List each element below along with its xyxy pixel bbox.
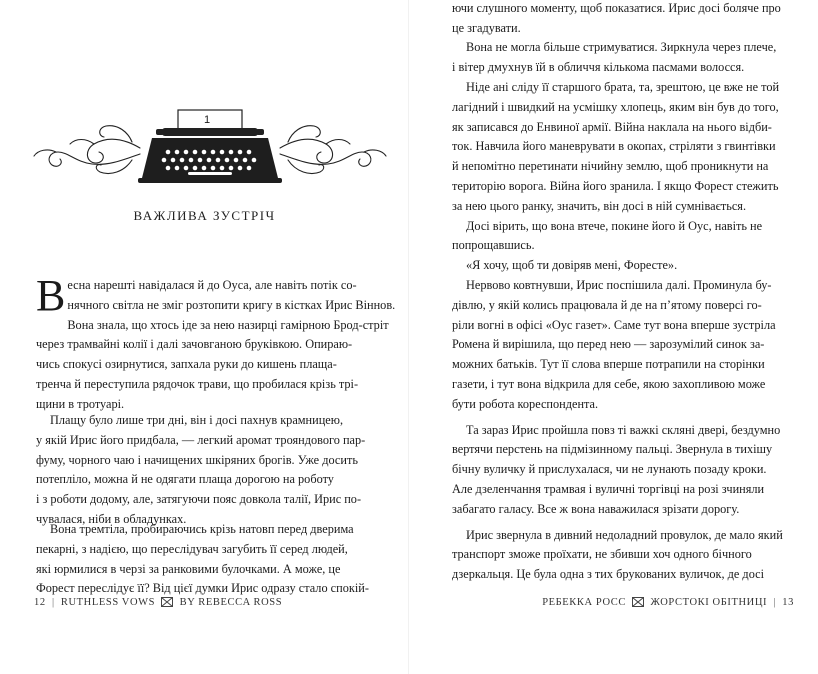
text-line: чись спокусі озирнутися, запхала руки до кишень плаща- (36, 357, 337, 372)
text-line: Та зараз Ирис пройшла повз ті важкі скляні двері, бездумно (466, 422, 781, 437)
left-footer: 12 | RUTHLESS VOWS BY REBECCA ROSS (34, 597, 283, 608)
text-line: газети, і тут вона відкрила для себе, якою захопливою може (452, 376, 766, 391)
book-title: RUTHLESS VOWS (60, 597, 156, 608)
paragraph-7 (452, 421, 792, 520)
text-line: потепліло, можна й не одягати плаща дорогою на роботу (36, 472, 334, 487)
text-line: Досі вірить, що вона втече, покине його й Оус, навіть не (466, 218, 763, 233)
drop-cap: В (36, 271, 66, 320)
text-line: бічну вуличку й прислухалася, чи не лунають позаду кроки. (452, 462, 767, 477)
text-line: ючи слушного моменту, щоб показатися. Ирис досі боляче про (452, 0, 781, 15)
ornament-icon (632, 597, 644, 607)
paragraph-3 (36, 520, 374, 599)
paragraph-8 (452, 526, 792, 585)
by-label: BY (179, 597, 195, 608)
text-line: забагато галасу. Все ж вона наважилася зрізати дорогу. (452, 501, 740, 516)
paragraph-2 (36, 411, 374, 530)
text-line: есна нарешті навідалася й до Оуса, але навіть потік со- (67, 278, 357, 292)
text-line: ріли вогні в офісі «Оус газет». Саме тут вона вперше зустріла (452, 317, 776, 332)
text-line: це згадувати. (452, 20, 521, 35)
text-line: Вона тремтіла, пробираючись крізь натовп перед дверима (50, 522, 354, 536)
text-line: фуму, чорного чаю і начищених шкіряних брогів. Уже досить (36, 452, 358, 467)
text-line: Але дзеленчання трамвая і вуличні торгівці на розі зчиняли (452, 481, 765, 496)
text-line: у якій Ирис його придбала, — легкий аромат трояндового пар- (36, 432, 366, 447)
paragraph-5 (452, 256, 792, 276)
text-line: попрощавшись. (452, 238, 535, 253)
text-line: і вітер дмухнув їй в обличчя кількома пасмами волосся. (452, 60, 745, 75)
text-line: ток. Навчила його маневрувати в окопах, стріляти з гвинтівки (452, 139, 776, 154)
text-line: транспорт зможе проїхати, не збивши хоч одного бічного (452, 547, 752, 562)
ornament-icon (161, 597, 173, 607)
text-line: лагідний і швидкий на усмішку хлопець, яким він був до того, (452, 99, 779, 114)
right-page (409, 0, 818, 674)
chapter-title: ВАЖЛИВА ЗУСТРІЧ (133, 208, 276, 223)
text-line: й непомітно перетинати нічийну землю, щоб проникнути на (452, 159, 769, 174)
text-line: Ромена й вирішила, що перед нею — зарозумілий синок за- (452, 337, 765, 352)
text-line: чувалася, ніби в обладунках. (36, 511, 187, 526)
text-line: дзеркальця. Це була одна з тих брукованих вуличок, де досі (452, 567, 765, 582)
text-line: за нею цього ранку, значить, він досі в ній сумнівається. (452, 198, 747, 213)
right-footer: РЕБЕККА РОСС ЖОРСТОКІ ОБІТНИЦІ | 13 (542, 597, 794, 608)
text-line: щини в тротуарі. (36, 396, 125, 411)
author-name: РЕБЕККА РОСС (542, 597, 626, 608)
book-title: ЖОРСТОКІ ОБІТНИЦІ (650, 597, 768, 608)
text-line: тренча й переступила рядочок трави, що пробилася крізь трі- (36, 376, 359, 391)
text-line: Вона знала, що хтось іде за нею назирці гамірною Брод-стріт (67, 317, 389, 332)
text-line: які юрмилися в черзі за ранковими булочками. А може, це (36, 561, 341, 576)
paragraph-2 (452, 38, 792, 78)
paragraph-1 (36, 271, 396, 415)
text-line: і з роботи додому, але, затягуючи пояс довкола талії, Ирис по- (36, 492, 362, 507)
paragraph-4 (452, 217, 792, 257)
text-line: Ирис звернула в дивний недоладний провулок, де мало який (466, 527, 783, 542)
page-number: 12 (34, 597, 46, 608)
paragraph-6 (452, 276, 792, 415)
text-line: територію ворога. Війна його зранила. І якщо Форест стежить (452, 178, 779, 193)
text-line: дівлю, у якій колись працювала й де на п’ятому поверсі го- (452, 297, 762, 312)
paragraph-1 (452, 0, 792, 38)
page-number: 13 (782, 597, 794, 608)
text-line: Вона не могла більше стримуватися. Зиркнула через плече, (466, 40, 777, 55)
text-line: Плащу було лише три дні, він і досі пахнув крамницею, (50, 413, 344, 427)
text-line: бути робота кореспондента. (452, 396, 599, 411)
text-line: Ніде ані сліду її старшого брата, та, зрештою, це вже не той (466, 80, 780, 94)
text-line: пекарні, з надією, що переслідувач загубить її серед людей, (36, 541, 348, 556)
text-line: Нервово ковтнувши, Ирис поспішила далі. Проминула бу- (466, 278, 772, 292)
text-line: можних батьків. Тут її слова вперше потрапили на сторінки (452, 357, 765, 372)
text-line: як записався до Енвиної армії. Війна наклала на нього відби- (452, 119, 772, 134)
author-name: REBECCA ROSS (198, 597, 283, 608)
text-line: нячного світла не зміг розтопити кригу в кістках Ирис Віннов. (67, 297, 396, 312)
text-line: «Я хочу, щоб ти довіряв мені, Форесте». (466, 258, 678, 273)
text-line: через трамвайні колії і далі зачовганою бруківкою. Опираю- (36, 337, 353, 352)
paragraph-3 (452, 78, 792, 217)
text-line: Форест переслідує її? Від цієї думки Ирис одразу стало спокій- (36, 581, 369, 596)
text-line: вертячи перстень на підмізинному пальці. Звернула в тихішу (452, 442, 773, 457)
chapter-number: 1 (203, 114, 211, 126)
